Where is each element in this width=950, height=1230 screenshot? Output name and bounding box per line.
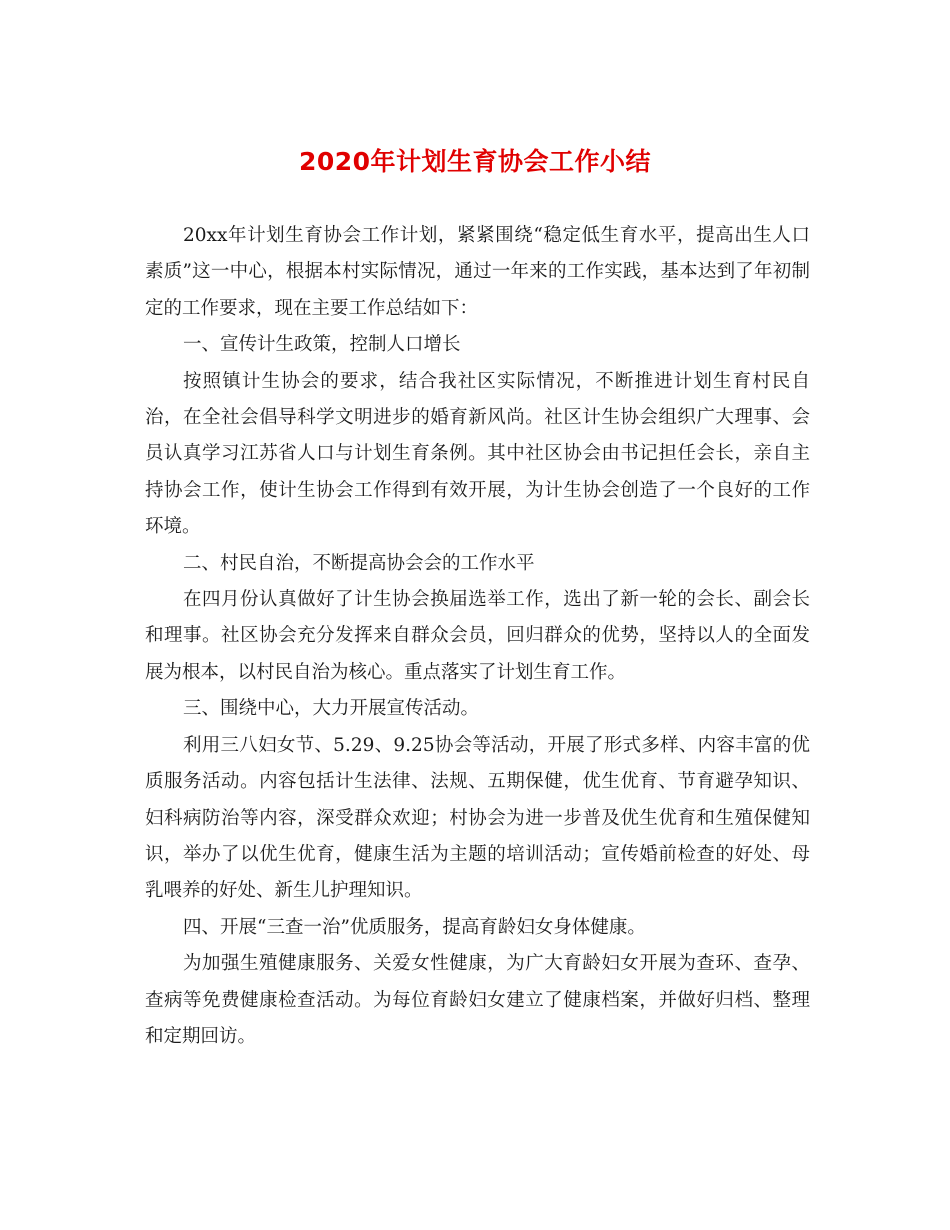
- body-paragraph: 为加强生殖健康服务、关爱女性健康，为广大育龄妇女开展为查环、查孕、查病等免费健康检查活动。为每位育龄妇女建立了健康档案，并做好归档、整理和定期回访。: [145, 953, 810, 1047]
- section-heading: 三、围绕中心，大力开展宣传活动。: [183, 698, 480, 720]
- body-paragraph: 在四月份认真做好了计生协会换届选举工作，选出了新一轮的会长、副会长和理事。社区协会充分发挥来自群众会员，回归群众的优势，坚持以人的全面发展为根本，以村民自治为核心。重点落实了计划生育工作。: [145, 589, 810, 683]
- body-paragraph: 利用三八妇女节、5.29、9.25协会等活动，开展了形式多样、内容丰富的优质服务活动。内容包括计生法律、法规、五期保健，优生优育、节育避孕知识、妇科病防治等内容，深受群众欢迎；村协会为进一步普及优生优育和生殖保健知识，举办了以优生优育，健康生活为主题的培训活动；宣传婚前检查的好处、母乳喂养的好处、新生儿护理知识。: [145, 734, 810, 902]
- document-body: [145, 218, 810, 1055]
- document-title: 2020年计划生育协会工作小结: [298, 147, 652, 176]
- section-heading: 二、村民自治，不断提高协会会的工作水平: [183, 552, 535, 574]
- section-heading: 一、宣传计生政策，控制人口增长: [183, 334, 461, 356]
- body-paragraph: 按照镇计生协会的要求，结合我社区实际情况，不断推进计划生育村民自治，在全社会倡导科学文明进步的婚育新风尚。社区计生协会组织广大理事、会员认真学习江苏省人口与计划生育条例。其中社区协会由书记担任会长，亲自主持协会工作，使计生协会工作得到有效开展，为计生协会创造了一个良好的工作环境。: [145, 370, 810, 538]
- body-paragraph: 20xx年计划生育协会工作计划，紧紧围绕“稳定低生育水平，提高出生人口素质”这一中心，根据本村实际情况，通过一年来的工作实践，基本达到了年初制定的工作要求，现在主要工作总结如下：: [145, 225, 810, 319]
- section-heading: 四、开展“三查一治”优质服务，提高育龄妇女身体健康。: [183, 916, 646, 938]
